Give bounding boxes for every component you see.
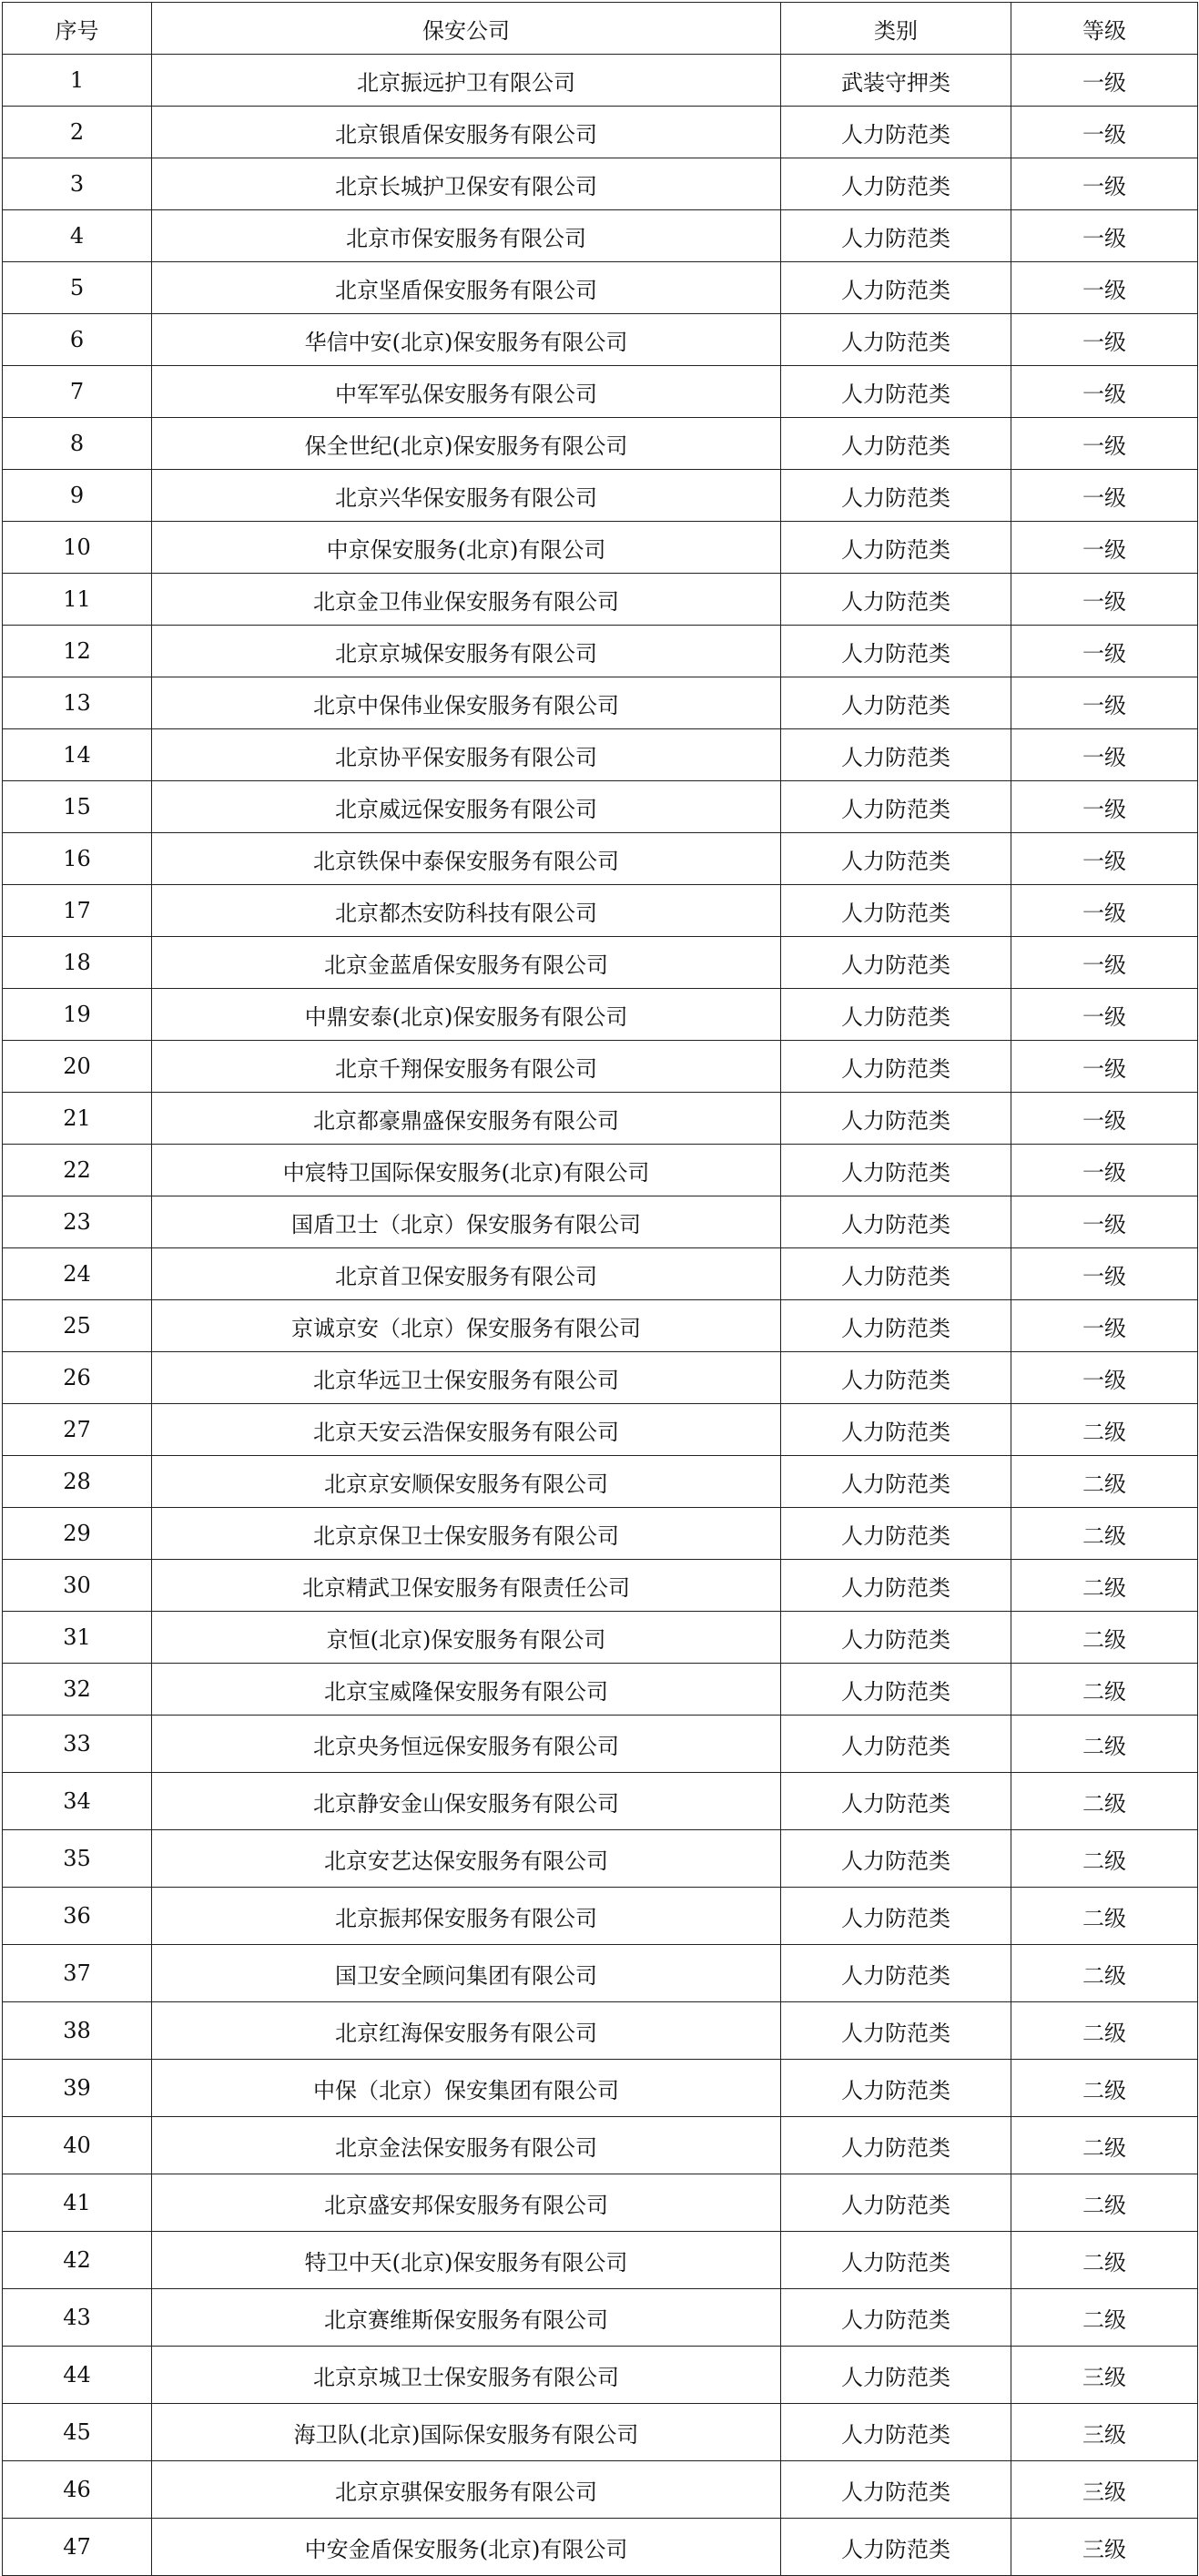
- cell-company-name: 北京赛维斯保安服务有限公司: [152, 2289, 781, 2347]
- cell-category: 人力防范类: [781, 2404, 1011, 2461]
- cell-level: 一级: [1011, 574, 1198, 626]
- cell-company-name: 北京坚盾保安服务有限公司: [152, 262, 781, 314]
- table-body: [3, 55, 1198, 2576]
- cell-level: 二级: [1011, 2289, 1198, 2347]
- table-row: [3, 1404, 1198, 1456]
- cell-level: 二级: [1011, 2232, 1198, 2289]
- cell-serial-number: 42: [3, 2232, 152, 2289]
- cell-category: 人力防范类: [781, 2232, 1011, 2289]
- cell-level: 一级: [1011, 210, 1198, 262]
- cell-serial-number: 7: [3, 366, 152, 418]
- table-row: [3, 1560, 1198, 1612]
- cell-company-name: 北京千翔保安服务有限公司: [152, 1041, 781, 1093]
- cell-category: 人力防范类: [781, 1456, 1011, 1508]
- cell-level: 一级: [1011, 1041, 1198, 1093]
- table-row: [3, 1300, 1198, 1352]
- cell-company-name: 保全世纪(北京)保安服务有限公司: [152, 418, 781, 470]
- cell-level: 二级: [1011, 2174, 1198, 2232]
- cell-level: 二级: [1011, 1716, 1198, 1773]
- cell-company-name: 北京市保安服务有限公司: [152, 210, 781, 262]
- cell-serial-number: 34: [3, 1773, 152, 1830]
- cell-company-name: 中军军弘保安服务有限公司: [152, 366, 781, 418]
- cell-serial-number: 36: [3, 1888, 152, 1945]
- cell-category: 人力防范类: [781, 937, 1011, 989]
- cell-company-name: 特卫中天(北京)保安服务有限公司: [152, 2232, 781, 2289]
- cell-company-name: 北京振邦保安服务有限公司: [152, 1888, 781, 1945]
- table-row: [3, 1508, 1198, 1560]
- cell-level: 一级: [1011, 418, 1198, 470]
- table-row: [3, 1248, 1198, 1300]
- cell-level: 一级: [1011, 262, 1198, 314]
- table-row: [3, 1664, 1198, 1716]
- cell-serial-number: 22: [3, 1145, 152, 1196]
- cell-level: 一级: [1011, 885, 1198, 937]
- cell-serial-number: 10: [3, 522, 152, 574]
- table-row: [3, 522, 1198, 574]
- cell-level: 二级: [1011, 1456, 1198, 1508]
- cell-level: 三级: [1011, 2519, 1198, 2576]
- table-row: [3, 262, 1198, 314]
- table-row: [3, 781, 1198, 833]
- table-row: [3, 1456, 1198, 1508]
- table-row: [3, 1945, 1198, 2002]
- cell-level: 二级: [1011, 1404, 1198, 1456]
- cell-company-name: 北京京城卫士保安服务有限公司: [152, 2347, 781, 2404]
- cell-company-name: 京恒(北京)保安服务有限公司: [152, 1612, 781, 1664]
- cell-company-name: 北京都杰安防科技有限公司: [152, 885, 781, 937]
- cell-category: 人力防范类: [781, 2461, 1011, 2519]
- cell-category: 人力防范类: [781, 574, 1011, 626]
- cell-company-name: 北京兴华保安服务有限公司: [152, 470, 781, 522]
- cell-level: 一级: [1011, 781, 1198, 833]
- cell-company-name: 北京京保卫士保安服务有限公司: [152, 1508, 781, 1560]
- security-company-table: [2, 2, 1198, 2576]
- cell-level: 三级: [1011, 2461, 1198, 2519]
- cell-company-name: 北京京安顺保安服务有限公司: [152, 1456, 781, 1508]
- cell-category: 武装守押类: [781, 55, 1011, 107]
- cell-serial-number: 20: [3, 1041, 152, 1093]
- cell-level: 二级: [1011, 1773, 1198, 1830]
- cell-category: 人力防范类: [781, 366, 1011, 418]
- cell-company-name: 华信中安(北京)保安服务有限公司: [152, 314, 781, 366]
- cell-serial-number: 18: [3, 937, 152, 989]
- cell-company-name: 北京中保伟业保安服务有限公司: [152, 677, 781, 729]
- cell-company-name: 北京金卫伟业保安服务有限公司: [152, 574, 781, 626]
- table-row: [3, 1888, 1198, 1945]
- cell-category: 人力防范类: [781, 1145, 1011, 1196]
- cell-company-name: 北京都豪鼎盛保安服务有限公司: [152, 1093, 781, 1145]
- cell-serial-number: 44: [3, 2347, 152, 2404]
- cell-serial-number: 1: [3, 55, 152, 107]
- cell-serial-number: 23: [3, 1196, 152, 1248]
- cell-category: 人力防范类: [781, 677, 1011, 729]
- table-row: [3, 210, 1198, 262]
- table-row: [3, 1352, 1198, 1404]
- table-row: [3, 1612, 1198, 1664]
- cell-category: 人力防范类: [781, 989, 1011, 1041]
- cell-company-name: 中宸特卫国际保安服务(北京)有限公司: [152, 1145, 781, 1196]
- cell-company-name: 北京京骐保安服务有限公司: [152, 2461, 781, 2519]
- cell-company-name: 北京首卫保安服务有限公司: [152, 1248, 781, 1300]
- cell-serial-number: 37: [3, 1945, 152, 2002]
- table-row: [3, 418, 1198, 470]
- cell-level: 一级: [1011, 470, 1198, 522]
- cell-serial-number: 11: [3, 574, 152, 626]
- cell-company-name: 北京金法保安服务有限公司: [152, 2117, 781, 2174]
- cell-company-name: 北京威远保安服务有限公司: [152, 781, 781, 833]
- cell-category: 人力防范类: [781, 2060, 1011, 2117]
- cell-category: 人力防范类: [781, 1716, 1011, 1773]
- table-row: [3, 1041, 1198, 1093]
- cell-company-name: 北京长城护卫保安有限公司: [152, 158, 781, 210]
- cell-category: 人力防范类: [781, 1093, 1011, 1145]
- cell-company-name: 北京宝威隆保安服务有限公司: [152, 1664, 781, 1716]
- cell-category: 人力防范类: [781, 781, 1011, 833]
- cell-category: 人力防范类: [781, 1830, 1011, 1888]
- cell-serial-number: 31: [3, 1612, 152, 1664]
- cell-serial-number: 13: [3, 677, 152, 729]
- cell-level: 二级: [1011, 1830, 1198, 1888]
- table-row: [3, 1773, 1198, 1830]
- table-row: [3, 2461, 1198, 2519]
- header-serial-number: 序号: [3, 3, 152, 55]
- cell-company-name: 国卫安全顾问集团有限公司: [152, 1945, 781, 2002]
- cell-company-name: 中京保安服务(北京)有限公司: [152, 522, 781, 574]
- cell-serial-number: 30: [3, 1560, 152, 1612]
- cell-category: 人力防范类: [781, 1196, 1011, 1248]
- cell-level: 一级: [1011, 55, 1198, 107]
- cell-level: 一级: [1011, 1196, 1198, 1248]
- cell-serial-number: 12: [3, 626, 152, 677]
- cell-level: 一级: [1011, 1145, 1198, 1196]
- cell-serial-number: 19: [3, 989, 152, 1041]
- cell-serial-number: 27: [3, 1404, 152, 1456]
- cell-company-name: 北京协平保安服务有限公司: [152, 729, 781, 781]
- cell-level: 二级: [1011, 1945, 1198, 2002]
- cell-serial-number: 24: [3, 1248, 152, 1300]
- cell-level: 三级: [1011, 2347, 1198, 2404]
- table-row: [3, 833, 1198, 885]
- cell-serial-number: 4: [3, 210, 152, 262]
- cell-company-name: 北京央务恒远保安服务有限公司: [152, 1716, 781, 1773]
- table-row: [3, 989, 1198, 1041]
- cell-company-name: 海卫队(北京)国际保安服务有限公司: [152, 2404, 781, 2461]
- cell-company-name: 中鼎安泰(北京)保安服务有限公司: [152, 989, 781, 1041]
- cell-level: 一级: [1011, 937, 1198, 989]
- cell-category: 人力防范类: [781, 626, 1011, 677]
- cell-category: 人力防范类: [781, 2117, 1011, 2174]
- cell-level: 二级: [1011, 1508, 1198, 1560]
- cell-serial-number: 40: [3, 2117, 152, 2174]
- cell-serial-number: 38: [3, 2002, 152, 2060]
- cell-serial-number: 3: [3, 158, 152, 210]
- cell-serial-number: 33: [3, 1716, 152, 1773]
- cell-level: 一级: [1011, 677, 1198, 729]
- cell-company-name: 北京铁保中泰保安服务有限公司: [152, 833, 781, 885]
- cell-category: 人力防范类: [781, 833, 1011, 885]
- cell-category: 人力防范类: [781, 470, 1011, 522]
- cell-category: 人力防范类: [781, 418, 1011, 470]
- cell-category: 人力防范类: [781, 158, 1011, 210]
- cell-company-name: 北京华远卫士保安服务有限公司: [152, 1352, 781, 1404]
- table-row: [3, 158, 1198, 210]
- table-row: [3, 2347, 1198, 2404]
- cell-category: 人力防范类: [781, 1404, 1011, 1456]
- cell-level: 二级: [1011, 1560, 1198, 1612]
- cell-category: 人力防范类: [781, 262, 1011, 314]
- cell-company-name: 北京京城保安服务有限公司: [152, 626, 781, 677]
- cell-level: 一级: [1011, 1352, 1198, 1404]
- table-row: [3, 574, 1198, 626]
- cell-category: 人力防范类: [781, 1560, 1011, 1612]
- cell-serial-number: 39: [3, 2060, 152, 2117]
- cell-serial-number: 29: [3, 1508, 152, 1560]
- cell-serial-number: 47: [3, 2519, 152, 2576]
- cell-category: 人力防范类: [781, 522, 1011, 574]
- cell-level: 二级: [1011, 2002, 1198, 2060]
- cell-level: 一级: [1011, 158, 1198, 210]
- table-row: [3, 107, 1198, 158]
- table-row: [3, 366, 1198, 418]
- cell-company-name: 北京天安云浩保安服务有限公司: [152, 1404, 781, 1456]
- cell-serial-number: 2: [3, 107, 152, 158]
- cell-level: 一级: [1011, 1093, 1198, 1145]
- cell-category: 人力防范类: [781, 210, 1011, 262]
- cell-company-name: 北京金蓝盾保安服务有限公司: [152, 937, 781, 989]
- table-row: [3, 314, 1198, 366]
- cell-company-name: 北京安艺达保安服务有限公司: [152, 1830, 781, 1888]
- table-row: [3, 1830, 1198, 1888]
- cell-serial-number: 21: [3, 1093, 152, 1145]
- table-row: [3, 2117, 1198, 2174]
- table-row: [3, 1093, 1198, 1145]
- table-row: [3, 626, 1198, 677]
- cell-serial-number: 6: [3, 314, 152, 366]
- table-row: [3, 2519, 1198, 2576]
- cell-serial-number: 32: [3, 1664, 152, 1716]
- cell-serial-number: 9: [3, 470, 152, 522]
- cell-level: 一级: [1011, 833, 1198, 885]
- cell-level: 一级: [1011, 989, 1198, 1041]
- cell-serial-number: 14: [3, 729, 152, 781]
- cell-category: 人力防范类: [781, 1773, 1011, 1830]
- table-row: [3, 885, 1198, 937]
- cell-category: 人力防范类: [781, 1888, 1011, 1945]
- cell-level: 一级: [1011, 626, 1198, 677]
- table-row: [3, 2289, 1198, 2347]
- table-row: [3, 677, 1198, 729]
- cell-level: 一级: [1011, 729, 1198, 781]
- cell-serial-number: 17: [3, 885, 152, 937]
- cell-category: 人力防范类: [781, 2174, 1011, 2232]
- table-row: [3, 2174, 1198, 2232]
- cell-company-name: 国盾卫士（北京）保安服务有限公司: [152, 1196, 781, 1248]
- cell-category: 人力防范类: [781, 729, 1011, 781]
- cell-level: 二级: [1011, 2117, 1198, 2174]
- cell-company-name: 中保（北京）保安集团有限公司: [152, 2060, 781, 2117]
- cell-company-name: 北京红海保安服务有限公司: [152, 2002, 781, 2060]
- table-row: [3, 55, 1198, 107]
- cell-category: 人力防范类: [781, 314, 1011, 366]
- cell-serial-number: 26: [3, 1352, 152, 1404]
- cell-level: 一级: [1011, 314, 1198, 366]
- header-row: [3, 3, 1198, 55]
- cell-category: 人力防范类: [781, 107, 1011, 158]
- cell-level: 一级: [1011, 1300, 1198, 1352]
- cell-category: 人力防范类: [781, 1352, 1011, 1404]
- cell-serial-number: 45: [3, 2404, 152, 2461]
- cell-category: 人力防范类: [781, 1612, 1011, 1664]
- cell-category: 人力防范类: [781, 2519, 1011, 2576]
- cell-level: 一级: [1011, 522, 1198, 574]
- cell-serial-number: 41: [3, 2174, 152, 2232]
- cell-category: 人力防范类: [781, 885, 1011, 937]
- cell-level: 一级: [1011, 1248, 1198, 1300]
- cell-category: 人力防范类: [781, 1248, 1011, 1300]
- table-row: [3, 2232, 1198, 2289]
- cell-category: 人力防范类: [781, 2347, 1011, 2404]
- table-header: [3, 3, 1198, 55]
- cell-category: 人力防范类: [781, 1300, 1011, 1352]
- header-level: 等级: [1011, 3, 1198, 55]
- cell-company-name: 北京振远护卫有限公司: [152, 55, 781, 107]
- cell-serial-number: 28: [3, 1456, 152, 1508]
- table-row: [3, 470, 1198, 522]
- cell-serial-number: 43: [3, 2289, 152, 2347]
- table-row: [3, 729, 1198, 781]
- cell-company-name: 北京银盾保安服务有限公司: [152, 107, 781, 158]
- cell-level: 二级: [1011, 1664, 1198, 1716]
- cell-category: 人力防范类: [781, 1664, 1011, 1716]
- table-row: [3, 2404, 1198, 2461]
- cell-category: 人力防范类: [781, 1945, 1011, 2002]
- cell-level: 二级: [1011, 2060, 1198, 2117]
- cell-company-name: 京诚京安（北京）保安服务有限公司: [152, 1300, 781, 1352]
- cell-level: 一级: [1011, 366, 1198, 418]
- cell-serial-number: 5: [3, 262, 152, 314]
- cell-serial-number: 8: [3, 418, 152, 470]
- cell-level: 三级: [1011, 2404, 1198, 2461]
- cell-level: 一级: [1011, 107, 1198, 158]
- table-row: [3, 1716, 1198, 1773]
- cell-category: 人力防范类: [781, 2289, 1011, 2347]
- cell-level: 二级: [1011, 1612, 1198, 1664]
- cell-serial-number: 15: [3, 781, 152, 833]
- table-row: [3, 1196, 1198, 1248]
- cell-company-name: 中安金盾保安服务(北京)有限公司: [152, 2519, 781, 2576]
- table-row: [3, 1145, 1198, 1196]
- cell-category: 人力防范类: [781, 2002, 1011, 2060]
- header-category: 类别: [781, 3, 1011, 55]
- cell-company-name: 北京盛安邦保安服务有限公司: [152, 2174, 781, 2232]
- cell-serial-number: 16: [3, 833, 152, 885]
- cell-level: 二级: [1011, 1888, 1198, 1945]
- cell-serial-number: 25: [3, 1300, 152, 1352]
- cell-serial-number: 46: [3, 2461, 152, 2519]
- table-row: [3, 937, 1198, 989]
- cell-category: 人力防范类: [781, 1041, 1011, 1093]
- header-company: 保安公司: [152, 3, 781, 55]
- cell-company-name: 北京精武卫保安服务有限责任公司: [152, 1560, 781, 1612]
- table-row: [3, 2060, 1198, 2117]
- cell-serial-number: 35: [3, 1830, 152, 1888]
- table-row: [3, 2002, 1198, 2060]
- cell-company-name: 北京静安金山保安服务有限公司: [152, 1773, 781, 1830]
- cell-category: 人力防范类: [781, 1508, 1011, 1560]
